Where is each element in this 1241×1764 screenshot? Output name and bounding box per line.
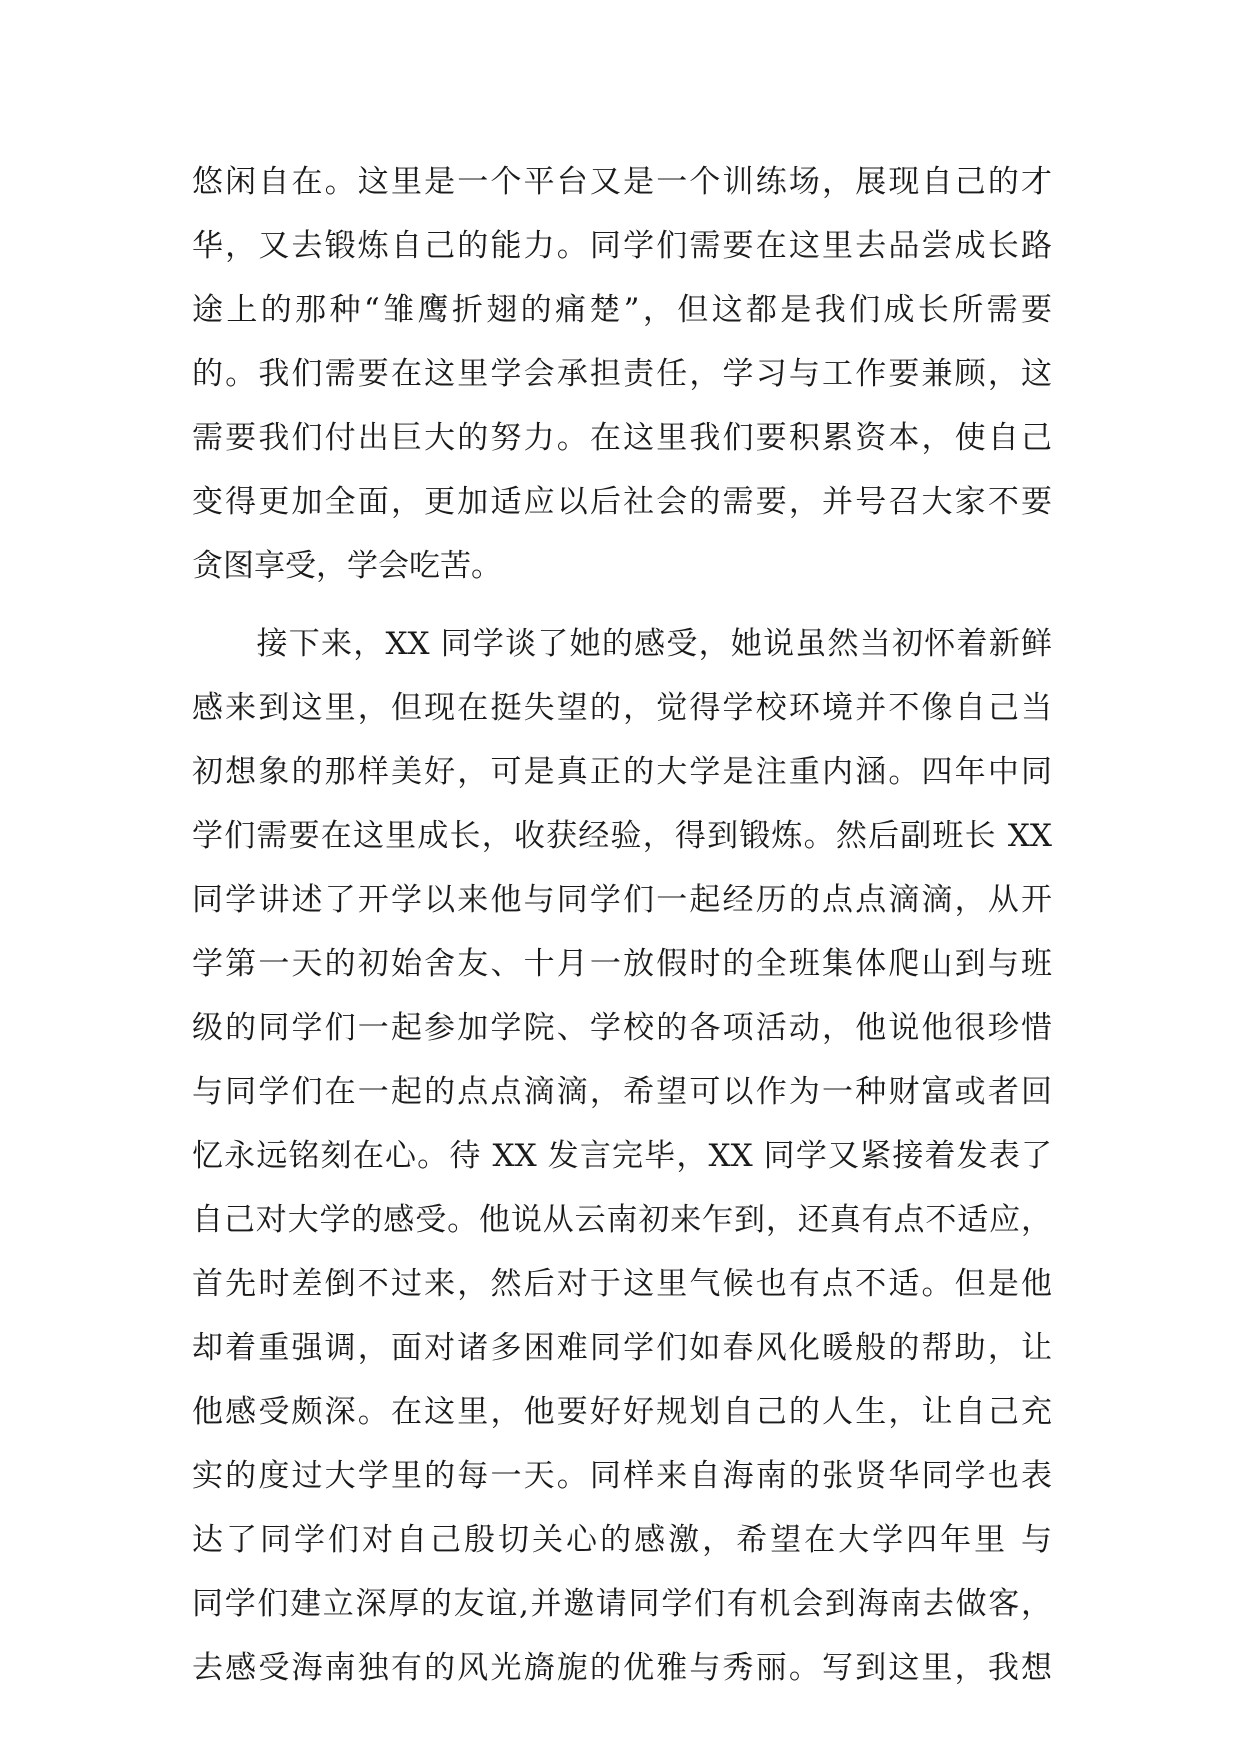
text-line: 去感受海南独有的风光旖旎的优雅与秀丽。写到这里，我想 — [192, 1650, 1052, 1686]
text-line: 华，又去锻炼自己的能力。同学们需要在这里去品尝成长路 — [192, 228, 1052, 264]
text-line: 与同学们在一起的点点滴滴，希望可以作为一种财富或者回 — [192, 1074, 1052, 1110]
document-body — [192, 150, 1052, 1764]
paragraph-2 — [192, 612, 1052, 1764]
text-line: 的。我们需要在这里学会承担责任，学习与工作要兼顾，这 — [192, 356, 1052, 392]
text-line: 变得更加全面，更加适应以后社会的需要，并号召大家不要 — [192, 484, 1052, 520]
text-line: 感来到这里，但现在挺失望的，觉得学校环境并不像自己当 — [192, 690, 1052, 726]
text-line: 忆永远铭刻在心。待 XX 发言完毕，XX 同学又紧接着发表了 — [192, 1138, 1052, 1174]
text-line: 接下来，XX 同学谈了她的感受，她说虽然当初怀着新鲜 — [192, 626, 1052, 662]
text-line: 学第一天的初始舍友、十月一放假时的全班集体爬山到与班 — [192, 946, 1052, 982]
paragraph-spacer — [192, 598, 1052, 612]
text-line: 初想象的那样美好，可是真正的大学是注重内涵。四年中同 — [192, 754, 1052, 790]
text-line: 贪图享受，学会吃苦。 — [192, 548, 502, 584]
text-line: 同学们建立深厚的友谊,并邀请同学们有机会到海南去做客， — [192, 1586, 1052, 1622]
text-line — [192, 1700, 1052, 1764]
text-line: 他感受颇深。在这里，他要好好规划自己的人生，让自己充 — [192, 1394, 1052, 1430]
text-line: 学们需要在这里成长，收获经验，得到锻炼。然后副班长 XX — [192, 818, 1052, 854]
text-line: 却着重强调，面对诸多困难同学们如春风化暖般的帮助，让 — [192, 1330, 1052, 1366]
text-line: 自己对大学的感受。他说从云南初来乍到，还真有点不适应， — [192, 1202, 1052, 1238]
text-line: 实的度过大学里的每一天。同样来自海南的张贤华同学也表 — [192, 1458, 1052, 1494]
text-line: 途上的那种“雏鹰折翅的痛楚”，但这都是我们成长所需要 — [192, 292, 1052, 328]
text-line: 达了同学们对自己殷切关心的感激，希望在大学四年里 与 — [192, 1522, 1052, 1558]
text-line: 同学讲述了开学以来他与同学们一起经历的点点滴滴，从开 — [192, 882, 1052, 918]
text-line: 需要我们付出巨大的努力。在这里我们要积累资本，使自己 — [192, 420, 1052, 456]
paragraph-1 — [192, 150, 1052, 598]
text-line: 首先时差倒不过来，然后对于这里气候也有点不适。但是他 — [192, 1266, 1052, 1302]
text-line: 级的同学们一起参加学院、学校的各项活动，他说他很珍惜 — [192, 1010, 1052, 1046]
text-line: 悠闲自在。这里是一个平台又是一个训练场，展现自己的才 — [192, 164, 1052, 200]
